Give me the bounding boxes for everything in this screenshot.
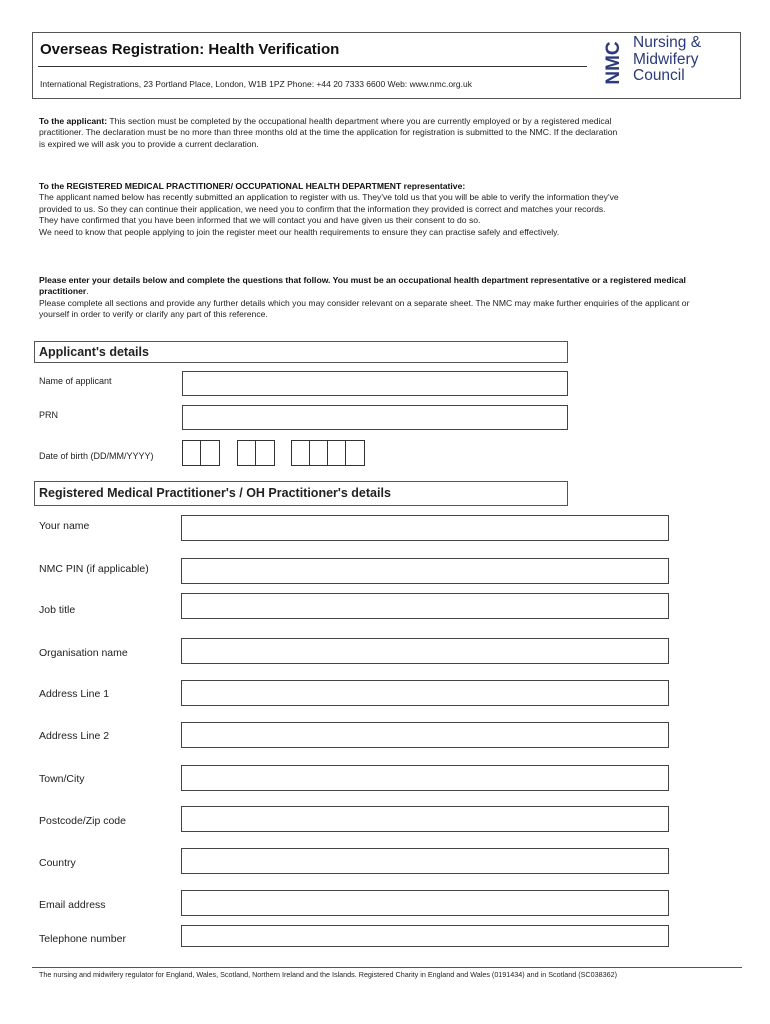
- dob-digit-box[interactable]: [310, 441, 328, 465]
- logo-line-1: Nursing &: [633, 34, 702, 51]
- dob-digit-box[interactable]: [238, 441, 256, 465]
- logo-mark-text: NMC: [603, 41, 625, 85]
- email-address-label: Email address: [39, 899, 106, 911]
- contact-info: International Registrations, 23 Portland Place, London, W1B 1PZ Phone: +44 20 7333 6600 Web: www.nmc.org.uk: [40, 79, 472, 89]
- logo-line-2: Midwifery: [633, 50, 699, 68]
- nmc-pin-field[interactable]: [181, 558, 669, 584]
- footer-text: The nursing and midwifery regulator for England, Wales, Scotland, Northern Ireland and the Islands. Registered Charity in England and Wales (0191434) and in Scotland (SC038362): [39, 970, 617, 979]
- dob-digit-box[interactable]: [201, 441, 219, 465]
- form-title: Overseas Registration: Health Verification: [40, 41, 340, 58]
- representative-note-line-1: The applicant named below has recently submitted an application to register with us. They've told us that you will be able to verify the information they've provided to us. So they can continue their application, we need you to confirm that the information they provided is correct and matches your records.: [39, 192, 619, 214]
- address-line-1-field[interactable]: [181, 680, 669, 706]
- logo-line-3: Council: [633, 67, 685, 84]
- dob-digit-box[interactable]: [292, 441, 310, 465]
- dob-label: Date of birth (DD/MM/YYYY): [39, 451, 154, 461]
- organisation-name-label: Organisation name: [39, 647, 128, 659]
- address-line-2-field[interactable]: [181, 722, 669, 748]
- dob-digit-box[interactable]: [256, 441, 274, 465]
- dob-year-field[interactable]: [291, 440, 365, 466]
- email-address-field[interactable]: [181, 890, 669, 916]
- address-line-2-label: Address Line 2: [39, 730, 110, 742]
- applicant-section-title: Applicant's details: [39, 345, 149, 359]
- dob-digit-box[interactable]: [328, 441, 346, 465]
- organisation-name-field[interactable]: [181, 638, 669, 664]
- applicant-name-label: Name of applicant: [39, 376, 112, 386]
- your-name-field[interactable]: [181, 515, 669, 541]
- applicant-note-heading: To the applicant:: [39, 116, 108, 126]
- nmc-logo: [603, 35, 739, 91]
- dob-digit-box[interactable]: [183, 441, 201, 465]
- nmc-pin-label: NMC PIN (if applicable): [39, 563, 149, 575]
- applicant-note-text: This section must be completed by the occupational health department where you are currently employed or by a registered medical practitioner. The declaration must be no more than three months old at the time the application for registration is submitted to the NMC. If the declaration is expired we will ask you to provide a current declaration.: [39, 116, 618, 149]
- town-city-label: Town/City: [39, 773, 85, 785]
- dob-month-field[interactable]: [237, 440, 275, 466]
- logo-wordmark: [633, 35, 701, 85]
- practitioner-section-title: Registered Medical Practitioner's / OH Practitioner's details: [39, 486, 391, 500]
- nmc-logo-mark-icon: [603, 37, 625, 89]
- representative-note-heading: To the REGISTERED MEDICAL PRACTITIONER/ OCCUPATIONAL HEALTH DEPARTMENT representative:: [39, 181, 466, 191]
- instructions-text: Please complete all sections and provide any further details which you may consider relevant on a separate sheet. The NMC may make further enquiries of the applicant or yourself in order to verify or clarify any part of this reference.: [39, 297, 690, 320]
- your-name-label: Your name: [39, 520, 90, 532]
- title-divider: [38, 66, 587, 67]
- country-label: Country: [39, 857, 76, 869]
- representative-note: [39, 181, 619, 238]
- representative-note-line-3: We need to know that people applying to join the register meet our health requirements to ensure they can practise safely and effectively.: [39, 226, 560, 237]
- instructions: [39, 275, 699, 321]
- telephone-number-label: Telephone number: [39, 933, 126, 945]
- job-title-field[interactable]: [181, 593, 669, 619]
- prn-field[interactable]: [182, 405, 568, 430]
- dob-day-field[interactable]: [182, 440, 220, 466]
- dob-digit-box[interactable]: [346, 441, 364, 465]
- country-field[interactable]: [181, 848, 669, 874]
- town-city-field[interactable]: [181, 765, 669, 791]
- instructions-heading-end: .: [86, 286, 89, 297]
- address-line-1-label: Address Line 1: [39, 688, 110, 700]
- applicant-note: [39, 116, 619, 150]
- postcode-label: Postcode/Zip code: [39, 815, 126, 827]
- instructions-heading: Please enter your details below and complete the questions that follow. You must be an occupational health department representative or a registered medical practitioner: [39, 275, 686, 297]
- job-title-label: Job title: [39, 604, 76, 616]
- footer-divider: [32, 967, 742, 968]
- telephone-number-field[interactable]: [181, 925, 669, 947]
- representative-note-line-2: They have confirmed that you have been informed that we will contact you and have given us their consent to do so.: [39, 215, 481, 226]
- applicant-name-field[interactable]: [182, 371, 568, 396]
- prn-label: PRN: [39, 410, 59, 420]
- postcode-field[interactable]: [181, 806, 669, 832]
